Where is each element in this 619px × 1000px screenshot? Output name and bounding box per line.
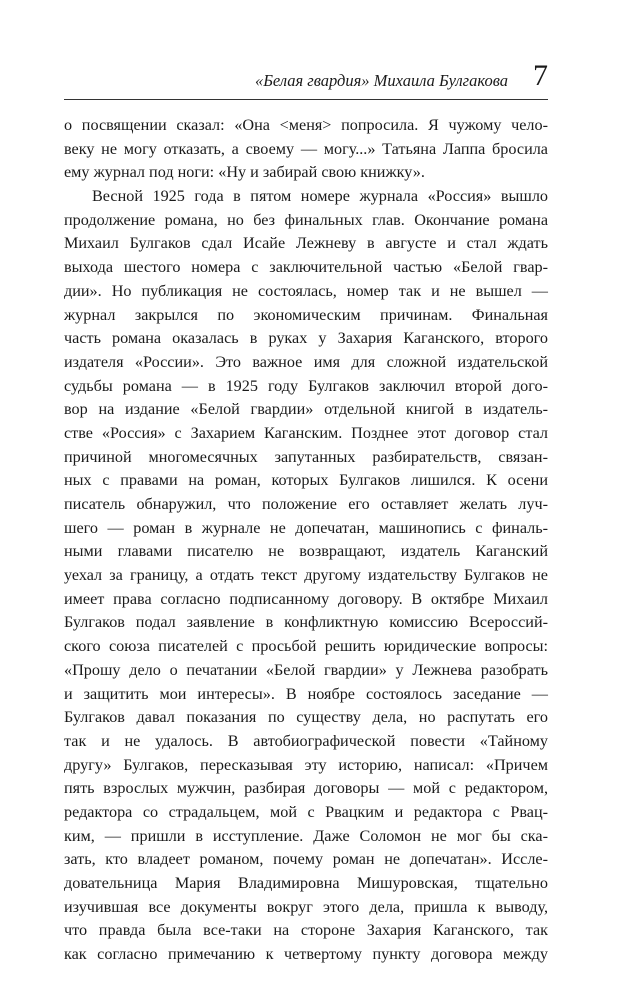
text-line: веку не могу отказать, а своему — могу...» Татьяна Лаппа бросила <box>64 139 548 158</box>
text-line: и защитить мои интересы». В ноябре состоялось заседание — <box>64 684 548 703</box>
text-line: пять взрослых мужчин, разбирая договоры — мой с редактором, <box>64 779 548 798</box>
text-line: ким, — пришли в исступление. Даже Соломон не мог бы ска- <box>64 826 548 845</box>
text-line: имеет права согласно подписанному договору. В октябре Михаил <box>64 589 548 608</box>
text-line: вор на издание «Белой гвардии» отдельной книгой в издатель- <box>64 400 548 419</box>
text-line: Булгаков давал показания по существу дела, но распутать его <box>64 708 548 727</box>
text-line: журнал закрылся по экономическим причинам. Финальная <box>64 305 548 324</box>
text-line: Михаил Булгаков сдал Исайе Лежневу в августе и стал ждать <box>64 234 548 253</box>
body-text <box>64 114 548 967</box>
text-line: зать, кто владеет романом, почему роман не допечатан». Иссле- <box>64 850 548 869</box>
text-line: «Прошу дело о печатании «Белой гвардии» у Лежнева разобрать <box>64 660 548 679</box>
text-line: так и не удалось. В автобиографической повести «Тайному <box>64 731 548 750</box>
running-header <box>64 59 548 96</box>
text-line: шего — роман в журнале не допечатан, машинопись с финаль- <box>64 518 548 537</box>
text-line: ему журнал под ноги: «Ну и забирай свою книжку». <box>64 163 425 182</box>
paragraph-first-line: Весной 1925 года в пятом номере журнала «Россия» вышло <box>92 187 548 206</box>
text-line: причиной многомесячных запутанных разбирательств, связан- <box>64 447 548 466</box>
text-line: судьбы романа — в 1925 году Булгаков заключил второй дого- <box>64 376 548 395</box>
text-line: Булгаков подал заявление в конфликтную комиссию Всероссий- <box>64 613 548 632</box>
text-line: изучившая все документы вокруг этого дела, пришла к выводу, <box>64 897 548 916</box>
text-line: продолжение романа, но без финальных глав. Окончание романа <box>64 210 548 229</box>
text-line: уехал за границу, а отдать текст другому издательству Булгаков не <box>64 566 548 585</box>
text-line: о посвящении сказал: «Она <меня> попросила. Я чужому чело- <box>64 116 548 134</box>
text-line: выхода шестого номера с заключительной частью «Белой гвар- <box>64 258 548 277</box>
running-title: «Белая гвардия» Михаила Булгакова <box>254 71 508 90</box>
text-line: довательница Мария Владимировна Мишуровская, тщательно <box>64 874 548 892</box>
header-rule <box>64 99 548 100</box>
text-line: часть романа оказалась в руках у Захария Каганского, второго <box>64 329 548 348</box>
text-line: писатель обнаружил, что положение его оставляет желать луч- <box>64 495 548 513</box>
text-line: другу» Булгаков, пересказывая эту историю, написал: «Причем <box>64 755 548 774</box>
text-line: что правда была все-таки на стороне Захария Каганского, так <box>64 921 548 940</box>
text-line: ных с правами на роман, которых Булгаков лишился. К осени <box>64 471 548 490</box>
text-line: дии». Но публикация не состоялась, номер так и не вышел — <box>64 281 548 300</box>
text-line: ными главами писателю не возвращают, издатель Каганский <box>64 542 548 561</box>
text-line: издателя «России». Это важное имя для сложной издательской <box>64 352 548 371</box>
text-line: стве «Россия» с Захарием Каганским. Позднее этот договор стал <box>64 423 548 442</box>
text-line: ского союза писателей с просьбой решить юридические вопросы: <box>64 637 548 656</box>
text-line: редактора со страдальцем, мой с Рвацким и редактора с Рвац- <box>64 802 548 821</box>
text-line: как согласно примечанию к четвертому пункту договора между <box>64 945 548 964</box>
page-number: 7 <box>533 59 548 92</box>
